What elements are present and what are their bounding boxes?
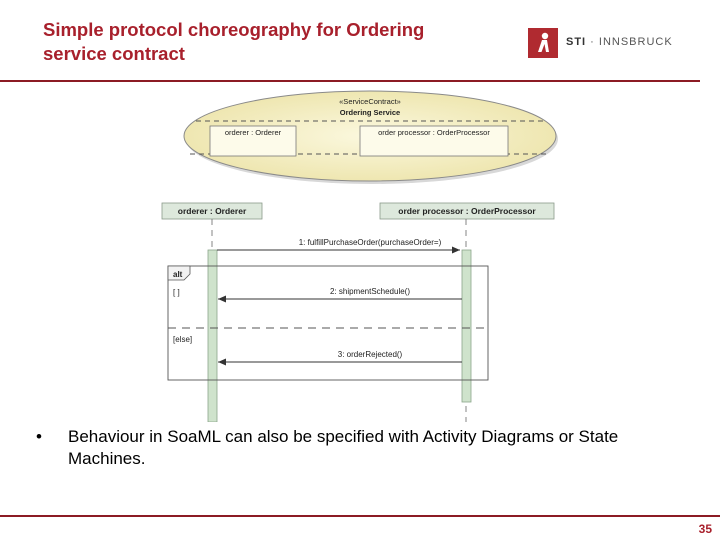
lifeline-orderer	[162, 203, 262, 422]
contract-role-orderer: orderer : Orderer	[224, 128, 282, 137]
message-2-label: 2: shipmentSchedule()	[329, 287, 411, 296]
bullet-text: Behaviour in SoaML can also be specified with Activity Diagrams or State Machines.	[68, 427, 619, 468]
guard-1: [ ]	[173, 288, 180, 297]
slide-title: Simple protocol choreography for Ordering service contract	[43, 19, 425, 64]
sequence-diagram	[160, 88, 560, 422]
header-divider	[0, 80, 700, 82]
lifeline-order-processor-label: order processor : OrderProcessor	[398, 206, 536, 216]
contract-role-order-processor: order processor : OrderProcessor	[378, 128, 490, 137]
message-3-label: 3: orderRejected()	[337, 350, 403, 359]
sti-innsbruck-logo	[528, 28, 673, 58]
footer-divider	[0, 515, 720, 517]
page-number: 35	[698, 522, 712, 536]
guard-else: [else]	[173, 335, 193, 344]
lifeline-order-processor	[380, 203, 554, 422]
logo-mark-icon	[528, 28, 558, 58]
contract-stereotype: «ServiceContract»	[339, 97, 401, 106]
lifeline-orderer-label: orderer : Orderer	[177, 206, 247, 216]
service-contract	[184, 91, 558, 184]
alt-label: alt	[173, 270, 183, 279]
message-3	[218, 350, 462, 366]
message-1-label: 1: fulfillPurchaseOrder(purchaseOrder=)	[298, 238, 442, 247]
message-2	[218, 287, 462, 303]
message-1	[217, 238, 460, 254]
logo-text: STI · INNSBRUCK	[566, 36, 673, 48]
bullet-dot-icon: •	[36, 427, 42, 446]
contract-name: Ordering Service	[339, 108, 401, 117]
